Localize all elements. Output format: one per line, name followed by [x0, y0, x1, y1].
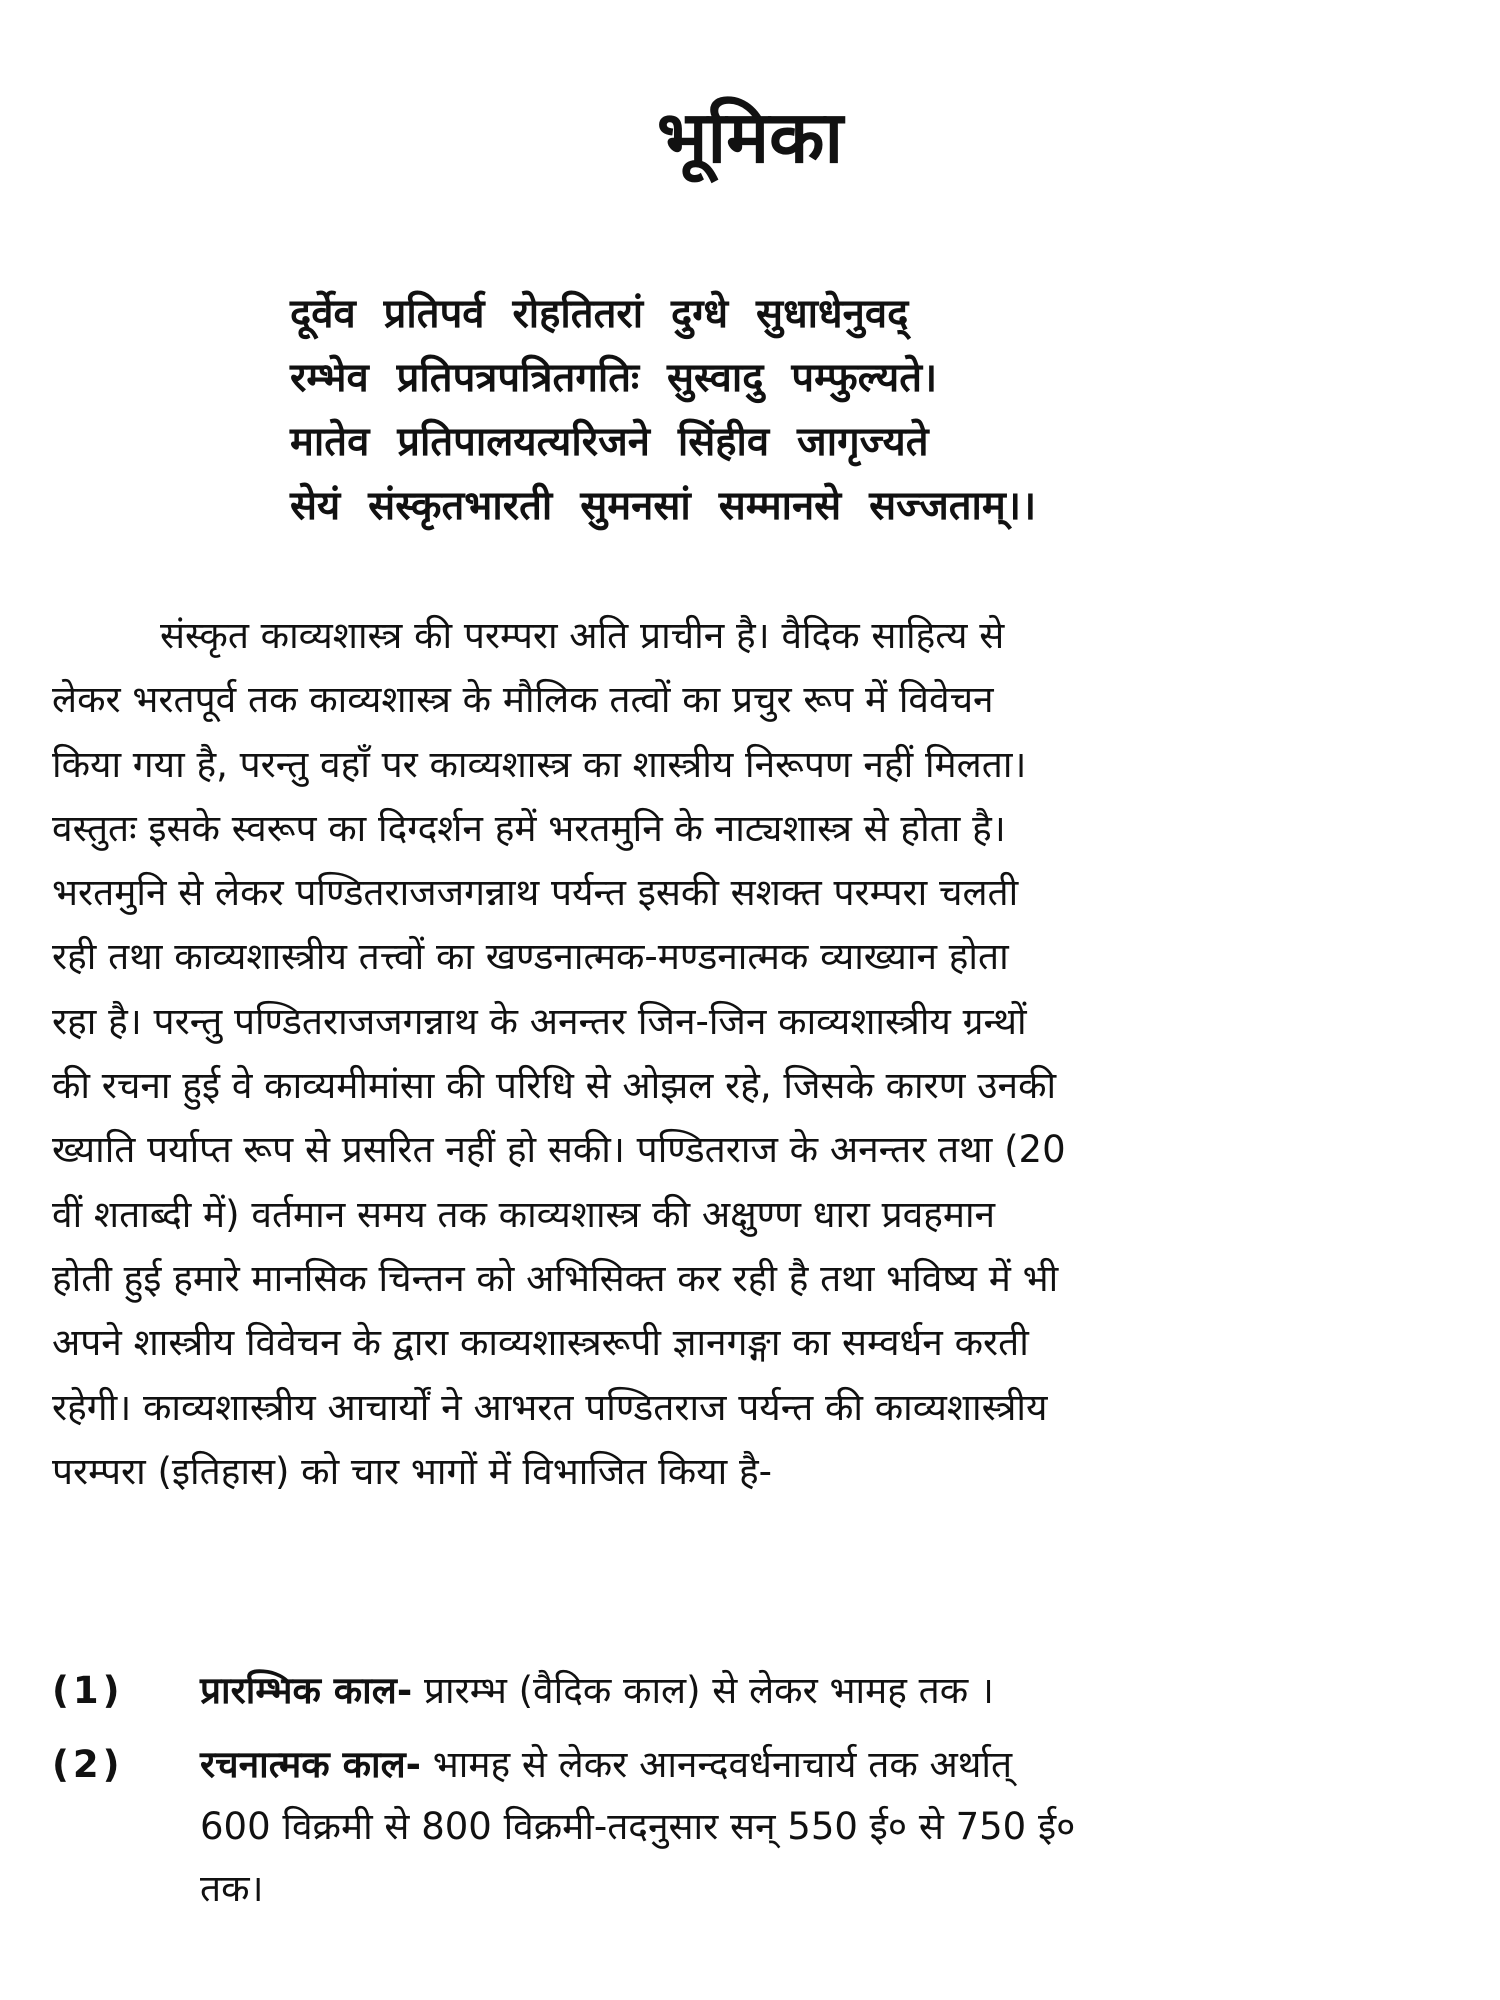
paragraph-line: वीं शताब्दी में) वर्तमान समय तक काव्यशास्त्र की अक्षुण्ण धारा प्रवहमान: [52, 1192, 996, 1236]
paragraph-line: रहा है। परन्तु पण्डितराजजगन्नाथ के अनन्तर जिन-जिन काव्यशास्त्रीय ग्रन्थों: [52, 999, 1027, 1043]
list-text: 600 विक्रमी से 800 विक्रमी-तदनुसार सन् 550 ई० से 750 ई०: [200, 1805, 1076, 1848]
verse-line: सेयं संस्कृतभारती सुमनसां सम्मानसे सज्जताम्।।: [290, 483, 1037, 529]
verse-line: रम्भेव प्रतिपत्रपत्रितगतिः सुस्वादु पम्फुल्यते।: [290, 355, 938, 401]
list-number: (2): [52, 1743, 124, 1786]
paragraph-line: ख्याति पर्याप्त रूप से प्रसरित नहीं हो सकी। पण्डितराज के अनन्तर तथा (20: [52, 1128, 1066, 1172]
verse-line: मातेव प्रतिपालयत्यरिजने सिंहीव जागृज्यते: [290, 419, 929, 465]
paragraph-line: किया गया है, परन्तु वहाँ पर काव्यशास्त्र का शास्त्रीय निरूपण नहीं मिलता।: [52, 742, 1027, 786]
list-text: भामह से लेकर आनन्दवर्धनाचार्य तक अर्थात्: [432, 1743, 1013, 1786]
paragraph-line: रहेगी। काव्यशास्त्रीय आचार्यों ने आभरत पण्डितराज पर्यन्त की काव्यशास्त्रीय: [52, 1385, 1048, 1429]
paragraph-line: अपने शास्त्रीय विवेचन के द्वारा काव्यशास्त्ररूपी ज्ञानगङ्गा का सम्वर्धन करती: [52, 1321, 1029, 1365]
paragraph-line: रही तथा काव्यशास्त्रीय तत्त्वों का खण्डनात्मक-मण्डनात्मक व्याख्यान होता: [52, 935, 1009, 979]
list-item: [52, 1660, 1452, 1722]
list-heading: रचनात्मक काल-: [200, 1743, 422, 1786]
paragraph-line: लेकर भरतपूर्व तक काव्यशास्त्र के मौलिक तत्वों का प्रचुर रूप में विवेचन: [52, 678, 994, 722]
paragraph-line: संस्कृत काव्यशास्त्र की परम्परा अति प्राचीन है। वैदिक साहित्य से: [160, 614, 1005, 657]
verse-line: दूर्वेव प्रतिपर्व रोहतितरां दुग्धे सुधाधेनुवद्: [290, 291, 909, 337]
list-number: (1): [52, 1669, 124, 1712]
list-heading: प्रारम्भिक काल-: [200, 1669, 413, 1712]
paragraph-line: वस्तुतः इसके स्वरूप का दिग्दर्शन हमें भरतमुनि के नाट्यशास्त्र से होता है।: [52, 806, 1006, 850]
paragraph-line: परम्परा (इतिहास) को चार भागों में विभाजित किया है-: [52, 1449, 772, 1493]
list-item: [52, 1734, 1452, 1920]
paragraph-line: की रचना हुई वे काव्यमीमांसा की परिधि से ओझल रहे, जिसके कारण उनकी: [52, 1064, 1057, 1108]
page-title: भूमिका: [656, 95, 844, 179]
list-text: प्रारम्भ (वैदिक काल) से लेकर भामह तक ।: [423, 1669, 994, 1712]
paragraph-line: होती हुई हमारे मानसिक चिन्तन को अभिसिक्त कर रही है तथा भविष्य में भी: [52, 1256, 1059, 1300]
period-list: [52, 1660, 1452, 1932]
list-text: तक।: [200, 1867, 264, 1910]
sanskrit-verse: [290, 282, 1390, 538]
intro-paragraph: [52, 604, 1452, 1504]
paragraph-line: भरतमुनि से लेकर पण्डितराजजगन्नाथ पर्यन्त इसकी सशक्त परम्परा चलती: [52, 871, 1019, 915]
